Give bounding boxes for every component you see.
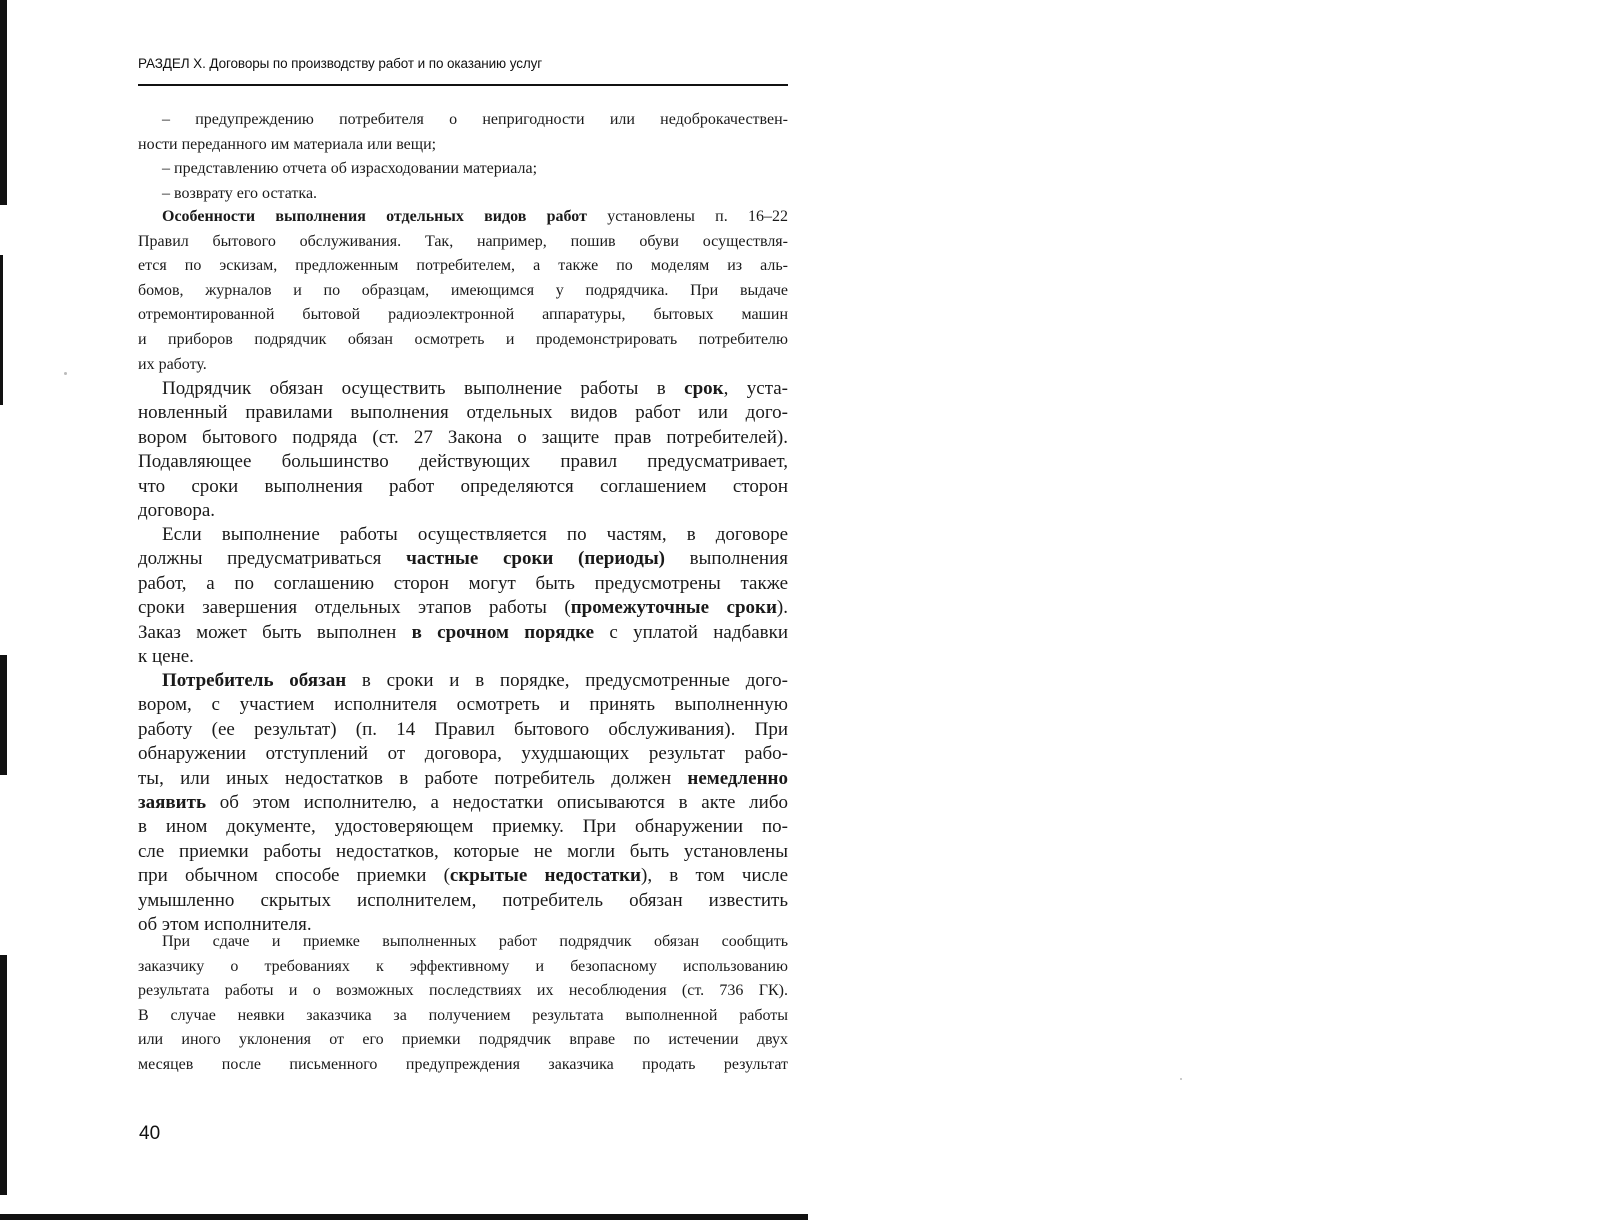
paragraph-line: к цене. (138, 646, 194, 668)
text-run: ), в том числе (641, 865, 788, 887)
paragraph-line: бомов, журналов и по образцам, имеющимся у подрядчика. При выдаче (138, 281, 788, 299)
bold-term: заявить (138, 792, 207, 814)
paragraph-line (138, 621, 788, 645)
paragraph-line: Подавляющее большинство действующих правил предусматривает, (138, 451, 788, 473)
scan-edge-segment (0, 255, 3, 405)
obligations-list (138, 108, 788, 206)
bold-term: в срочном порядке (411, 621, 595, 643)
paragraph-line: умышленно скрытых исполнителем, потребитель обязан известить (138, 889, 788, 911)
scan-edge-segment (0, 955, 7, 1195)
paragraph-line: результата работы и о возможных последствиях их несоблюдения (ст. 736 ГК). (138, 982, 788, 1000)
paragraph-line: обнаружении отступлений от договора, ухудшающих результат рабо- (138, 743, 788, 765)
paragraph-line: работу (ее результат) (п. 14 Правил бытового обслуживания). При (138, 718, 788, 740)
bold-term: немедленно (687, 767, 788, 789)
book-page (138, 50, 788, 1190)
paragraph-line (138, 547, 788, 571)
paragraph-line: В случае неявки заказчика за получением результата выполненной работы (138, 1006, 788, 1024)
running-header: РАЗДЕЛ X. Договоры по производству работ и по оказанию услуг (138, 56, 543, 71)
paragraph-line: в ином документе, удостоверяющем приемку. При обнаружении по- (138, 816, 788, 838)
paragraph-line (138, 669, 788, 693)
header-rule (138, 84, 788, 86)
paragraph-line: месяцев после письменного предупреждения заказчика продать результат (138, 1055, 788, 1073)
text-run: выполнения (665, 548, 788, 570)
text-run: при обычном способе приемки ( (138, 865, 450, 887)
paragraph-line: отремонтированной бытовой радиоэлектронной аппаратуры, бытовых машин (138, 306, 788, 324)
paragraph-line: ется по эскизам, предложенным потребителем, а также по моделям из аль- (138, 257, 788, 275)
paragraph-consumer-obligations (138, 669, 788, 937)
paragraph-line: работ, а по соглашению сторон могут быть предусмотрены также (138, 572, 788, 594)
paragraph-line: об этом исполнителя. (138, 914, 312, 936)
text-run: , уста- (723, 378, 788, 399)
text-run: сроки завершения отдельных этапов работы ( (138, 597, 571, 619)
paragraph-line (138, 205, 788, 230)
paragraph-deadline (138, 377, 788, 523)
text-run: установлены п. 16–22 (586, 208, 788, 225)
bold-term: промежуточные сроки (570, 597, 777, 619)
bold-term: Потребитель обязан (162, 670, 347, 691)
list-item-line: ности переданного им материала или вещи; (138, 135, 437, 153)
paragraph-partial-terms (138, 523, 788, 669)
page-number: 40 (139, 1123, 161, 1144)
paragraph-line (138, 864, 788, 888)
paragraph-line: вором бытового подряда (ст. 27 Закона о защите прав потребителей). (138, 426, 788, 448)
paragraph-line: новленный правилами выполнения отдельных видов работ или дого- (138, 402, 788, 424)
text-run: Заказ может быть выполнен (138, 621, 412, 643)
text-run: ты, или иных недостатков в работе потребитель должен (138, 767, 688, 789)
paragraph-line (138, 377, 788, 401)
text-run: с уплатой надбавки (594, 621, 789, 643)
paragraph-line: их работу. (138, 355, 207, 373)
scan-bottom-edge (0, 1214, 808, 1220)
paragraph-line: договора. (138, 500, 216, 522)
scan-edge-segment (0, 655, 7, 775)
text-run: в сроки и в порядке, предусмотренные дого- (346, 670, 789, 691)
text-run: Подрядчик обязан осуществить выполнение работы в (162, 378, 685, 399)
scan-left-edge (0, 0, 8, 1229)
scan-edge-segment (0, 0, 7, 205)
paragraph-line: сле приемки работы недостатков, которые не могли быть установлены (138, 840, 788, 862)
paragraph-line: Правил бытового обслуживания. Так, например, пошив обуви осуществля- (138, 232, 788, 250)
bold-term: срок (684, 378, 724, 399)
paragraph-line: и приборов подрядчик обязан осмотреть и продемонстрировать потребителю (138, 330, 788, 348)
paragraph-line (138, 596, 788, 620)
paragraph-line: Если выполнение работы осуществляется по частям, в договоре (162, 524, 788, 545)
bold-term: Особенности выполнения отдельных видов работ (162, 208, 587, 225)
paragraph-line: При сдаче и приемке выполненных работ подрядчик обязан сообщить (162, 933, 788, 950)
scan-speck (1180, 1078, 1182, 1080)
list-item-line: – предупреждению потребителя о непригодности или недоброкачествен- (162, 111, 788, 128)
text-run: об этом исполнителю, а недостатки описываются в акте либо (206, 792, 788, 814)
paragraph-delivery (138, 930, 788, 1078)
text-run: ). (776, 597, 788, 619)
paragraph-special-work-types (138, 205, 788, 377)
paragraph-line (138, 767, 788, 791)
paragraph-line: что сроки выполнения работ определяются соглашением сторон (138, 475, 788, 497)
scan-speck (64, 372, 67, 375)
paragraph-line: вором, с участием исполнителя осмотреть и принять выполненную (138, 694, 788, 716)
paragraph-line (138, 791, 788, 815)
bold-term: скрытые недостатки (449, 865, 641, 887)
list-item-line: – возврату его остатка. (162, 184, 318, 202)
list-item-line: – представлению отчета об израсходовании материала; (162, 160, 538, 178)
paragraph-line: или иного уклонения от его приемки подрядчик вправе по истечении двух (138, 1031, 788, 1049)
text-run: должны предусматриваться (138, 548, 407, 570)
paragraph-line: заказчику о требованиях к эффективному и безопасному использованию (138, 957, 788, 975)
bold-term: частные сроки (периоды) (406, 548, 665, 570)
